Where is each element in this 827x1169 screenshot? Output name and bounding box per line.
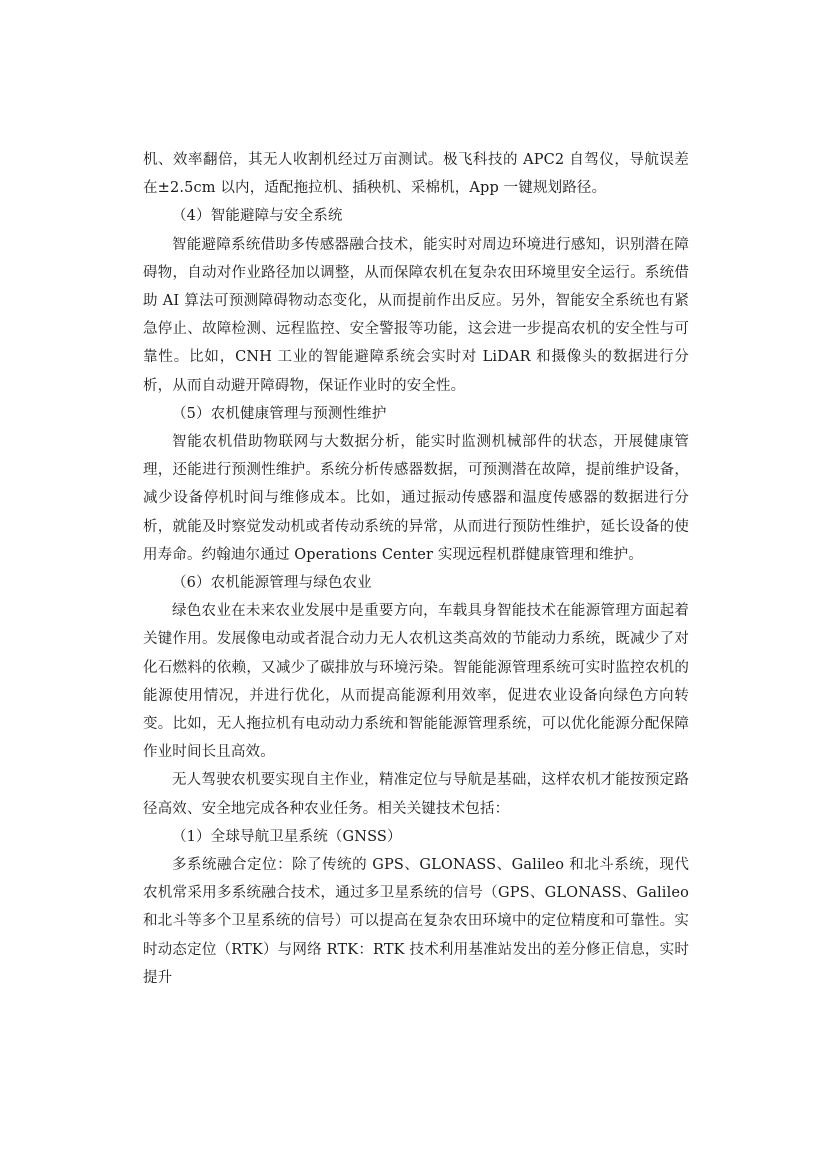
section-heading-energy-management: （6）农机能源管理与绿色农业 <box>172 575 372 592</box>
paragraph-continuation: 机、效率翻倍，其无人收割机经过万亩测试。极飞科技的 APC2 自驾仪，导航误差在±2.5cm 以内，适配拖拉机、插秧机、采棉机，App 一键规划路径。 <box>143 152 689 197</box>
paragraph-health-management: 智能农机借助物联网与大数据分析，能实时监测机械部件的状态，开展健康管理，还能进行预测性维护。系统分析传感器数据，可预测潜在故障，提前维护设备，减少设备停机时间与维修成本。比如，通过振动传感器和温度传感器的数据进行分析，就能及时察觉发动机或者传动系统的异常，从而进行预防性维护，延长设备的使用寿命。约翰迪尔通过 Operations Center 实现远程机群健康管理和维护。 <box>143 434 689 563</box>
section-heading-obstacle-avoidance: （4）智能避障与安全系统 <box>172 208 343 225</box>
document-body <box>143 146 689 992</box>
section-heading-gnss: （1）全球导航卫星系统（GNSS） <box>172 828 402 845</box>
section-heading-health-management: （5）农机健康管理与预测性维护 <box>172 405 387 422</box>
paragraph-navigation-intro: 无人驾驶农机要实现自主作业，精准定位与导航是基础，这样农机才能按预定路径高效、安全地完成各种农业任务。相关关键技术包括： <box>143 772 689 817</box>
paragraph-gnss: 多系统融合定位：除了传统的 GPS、GLONASS、Galileo 和北斗系统，现代农机常采用多系统融合技术，通过多卫星系统的信号（GPS、GLONASS、Galileo 和北斗等多个卫星系统的信号）可以提高在复杂农田环境中的定位精度和可靠性。实时动态定位（RTK）与网络 RTK：RTK 技术利用基准站发出的差分修正信息，实时提升 <box>143 857 689 986</box>
paragraph-obstacle-avoidance: 智能避障系统借助多传感器融合技术，能实时对周边环境进行感知，识别潜在障碍物，自动对作业路径加以调整，从而保障农机在复杂农田环境里安全运行。系统借助 AI 算法可预测障碍物动态变化，从而提前作出反应。另外，智能安全系统也有紧急停止、故障检测、远程监控、安全警报等功能，这会进一步提高农机的安全性与可靠性。比如，CNH 工业的智能避障系统会实时对 LiDAR 和摄像头的数据进行分析，从而自动避开障碍物，保证作业时的安全性。 <box>143 236 689 394</box>
paragraph-energy-management: 绿色农业在未来农业发展中是重要方向，车载具身智能技术在能源管理方面起着关键作用。发展像电动或者混合动力无人农机这类高效的节能动力系统，既减少了对化石燃料的依赖，又减少了碳排放与环境污染。智能能源管理系统可实时监控农机的能源使用情况，并进行优化，从而提高能源利用效率，促进农业设备向绿色方向转变。比如，无人拖拉机有电动动力系统和智能能源管理系统，可以优化能源分配保障作业时间长且高效。 <box>143 603 689 761</box>
